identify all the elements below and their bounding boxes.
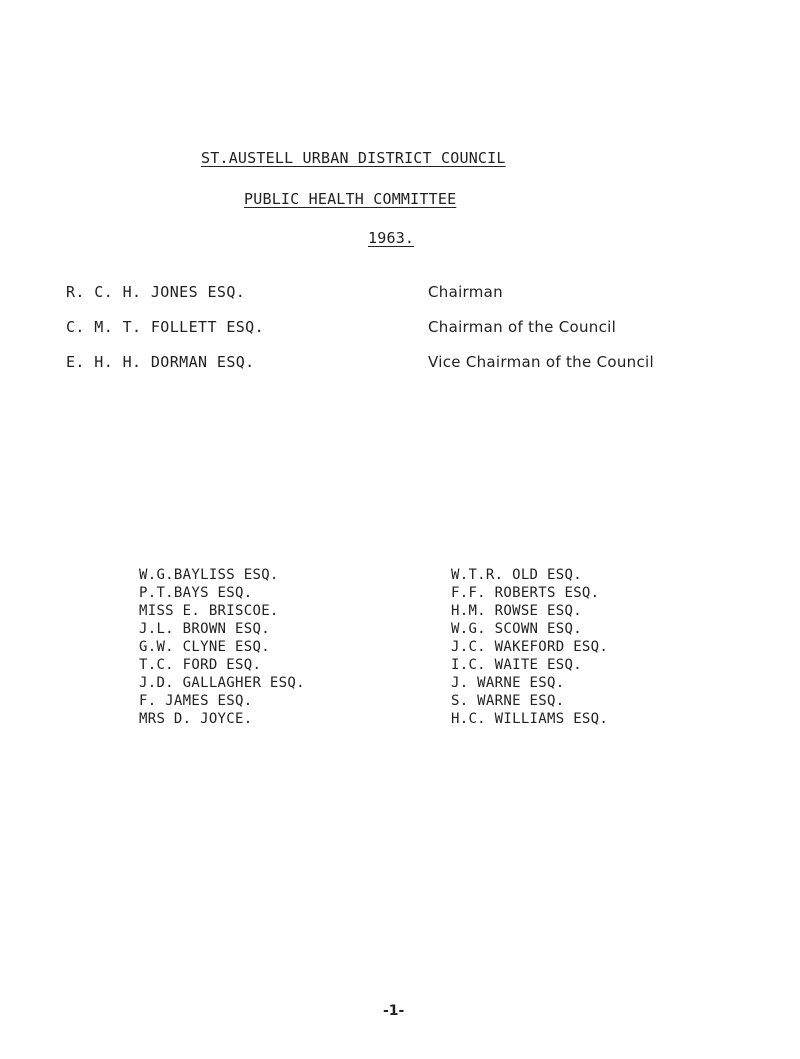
officer-name: E. H. H. DORMAN ESQ. — [66, 353, 255, 371]
member-name: F.F. ROBERTS ESQ. — [451, 585, 600, 601]
member-name: MRS D. JOYCE. — [139, 711, 253, 727]
council-title: ST.AUSTELL URBAN DISTRICT COUNCIL — [201, 149, 506, 167]
member-name: F. JAMES ESQ. — [139, 693, 253, 709]
member-name: P.T.BAYS ESQ. — [139, 585, 253, 601]
member-name: J.L. BROWN ESQ. — [139, 621, 270, 637]
members-list-right — [451, 566, 608, 728]
member-name: T.C. FORD ESQ. — [139, 657, 262, 673]
officer-name: R. C. H. JONES ESQ. — [66, 283, 246, 301]
officer-role: Chairman — [428, 283, 503, 301]
member-name: W.G.BAYLISS ESQ. — [139, 567, 279, 583]
member-name: J.C. WAKEFORD ESQ. — [451, 639, 609, 655]
member-name: H.M. ROWSE ESQ. — [451, 603, 582, 619]
officer-role: Chairman of the Council — [428, 318, 617, 336]
member-name: MISS E. BRISCOE. — [139, 603, 279, 619]
page-number: -1- — [383, 1003, 405, 1019]
officer-role: Vice Chairman of the Council — [428, 353, 654, 371]
member-name: W.G. SCOWN ESQ. — [451, 621, 582, 637]
member-name: H.C. WILLIAMS ESQ. — [451, 711, 609, 727]
members-list-left — [139, 566, 305, 728]
member-name: J.D. GALLAGHER ESQ. — [139, 675, 305, 691]
member-name: S. WARNE ESQ. — [451, 693, 565, 709]
officer-name: C. M. T. FOLLETT ESQ. — [66, 318, 265, 336]
committee-title: PUBLIC HEALTH COMMITTEE — [244, 190, 457, 208]
year-heading: 1963. — [368, 229, 415, 247]
member-name: I.C. WAITE ESQ. — [451, 657, 582, 673]
member-name: G.W. CLYNE ESQ. — [139, 639, 270, 655]
member-name: W.T.R. OLD ESQ. — [451, 567, 582, 583]
member-name: J. WARNE ESQ. — [451, 675, 565, 691]
